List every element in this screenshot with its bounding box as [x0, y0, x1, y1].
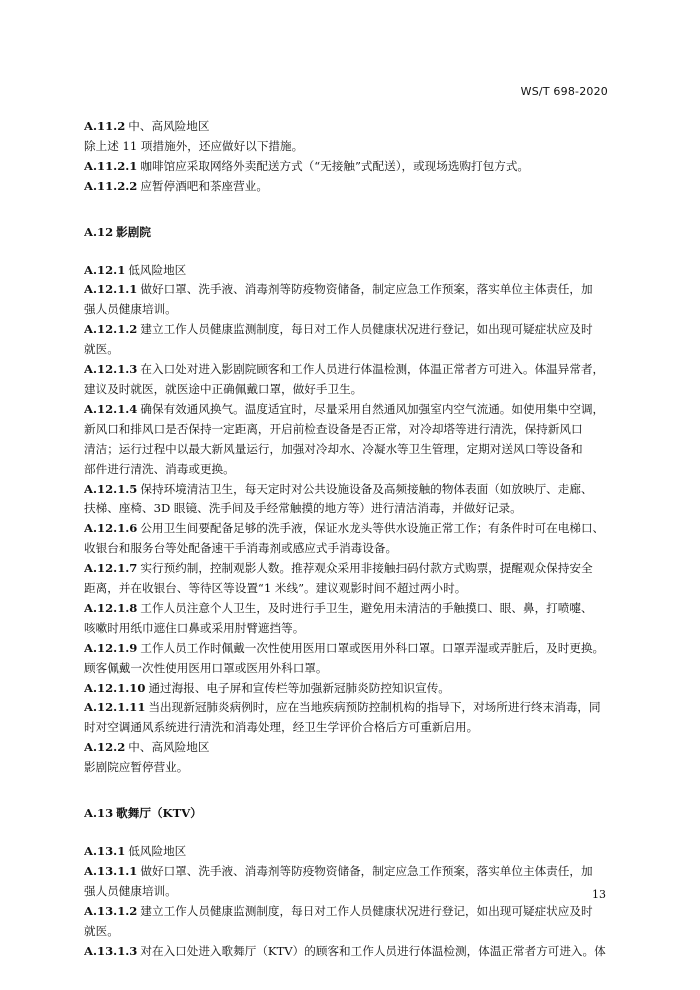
clause-text: 强人员健康培训。	[84, 302, 177, 317]
text-line	[84, 157, 619, 177]
text-line	[84, 738, 619, 758]
text-line	[84, 340, 619, 360]
clause-text: 做好口罩、洗手液、消毒剂等防疫物资储备，制定应急工作预案，落实单位主体责任，加	[140, 863, 593, 878]
text-line	[84, 579, 619, 599]
text-line	[84, 599, 619, 619]
clause-text: 实行预约制，控制观影人数。推荐观众采用非接触扫码付款方式购票，提醒观众保持安全	[140, 561, 593, 576]
clause-text: 建议及时就医，就医途中正确佩戴口罩，做好手卫生。	[84, 381, 363, 396]
text-line	[84, 280, 619, 300]
section-gap	[84, 197, 619, 215]
clause-text: 咖啡馆应采取网络外卖配送方式（“无接触”式配送），或现场选购打包方式。	[140, 158, 530, 173]
clause-number: A.12.1.1	[84, 282, 138, 297]
text-line	[84, 842, 619, 862]
page-number: 13	[592, 888, 606, 901]
clause-text: 中、高风险地区	[128, 119, 210, 133]
clause-number: A.11.2.2	[84, 178, 138, 193]
text-line	[84, 177, 619, 197]
clause-text: 顾客佩戴一次性使用医用口罩或医用外科口罩。	[84, 660, 328, 675]
clause-text: 建立工作人员健康监测制度，每日对工作人员健康状况进行登记，如出现可疑症状应及时	[140, 903, 593, 918]
clause-text: 收银台和服务台等处配备速干手消毒剂或感应式手消毒设备。	[84, 541, 398, 556]
clause-number: A.12.1.8	[84, 600, 138, 615]
clause-text: 保持环境清洁卫生，每天定时对公共设施设备及高频接触的物体表面（如放映厅、走廊、	[140, 481, 593, 496]
text-line	[84, 679, 619, 699]
text-line	[84, 862, 619, 882]
text-line	[84, 380, 619, 400]
clause-number: A.12.1.4	[84, 401, 138, 416]
clause-text: 除上述 11 项措施外，还应做好以下措施。	[84, 138, 304, 153]
clause-text: 影剧院	[116, 224, 151, 239]
clause-text: 当出现新冠肺炎病例时，应在当地疾病预防控制机构的指导下，对场所进行终末消毒，同	[148, 700, 601, 715]
text-line	[84, 137, 619, 157]
clause-number: A.12.1.2	[84, 322, 138, 337]
section-heading	[84, 223, 619, 243]
text-line	[84, 499, 619, 519]
text-line	[84, 480, 619, 500]
text-line	[84, 261, 619, 281]
clause-text: 在入口处对进入影剧院顾客和工作人员进行体温检测，体温正常者方可进入。体温异常者，	[140, 362, 605, 377]
text-line	[84, 519, 619, 539]
clause-number: A.12.1.5	[84, 481, 138, 496]
clause-text: 建立工作人员健康监测制度，每日对工作人员健康状况进行登记，如出现可疑症状应及时	[140, 322, 593, 337]
section-heading	[84, 804, 619, 824]
clause-number: A.12.1	[84, 262, 126, 277]
text-line	[84, 460, 619, 480]
text-line	[84, 559, 619, 579]
clause-text: 确保有效通风换气。温度适宜时，尽量采用自然通风加强室内空气流通。如使用集中空调，	[140, 401, 605, 416]
clause-text: 低风险地区	[128, 262, 187, 277]
text-line	[84, 320, 619, 340]
clause-text: 做好口罩、洗手液、消毒剂等防疫物资储备，制定应急工作预案，落实单位主体责任，加	[140, 282, 593, 297]
clause-number: A.13	[84, 806, 114, 821]
clause-text: 就医。	[84, 342, 119, 357]
document-code: WS/T 698-2020	[520, 85, 608, 98]
clause-text: 对在入口处进入歌舞厅（KTV）的顾客和工作人员进行体温检测，体温正常者方可进入。体	[140, 943, 606, 958]
text-line	[84, 718, 619, 738]
clause-number: A.13.1	[84, 844, 126, 858]
page-content	[84, 117, 619, 961]
clause-text: 通过海报、电子屏和宣传栏等加强新冠肺炎防控知识宣传。	[148, 680, 450, 695]
section-gap	[84, 778, 619, 796]
clause-number: A.12.1.6	[84, 521, 138, 536]
clause-text: 工作人员工作时佩戴一次性使用医用口罩或医用外科口罩。口罩弄湿或弄脏后，及时更换。	[140, 640, 605, 655]
clause-number: A.11.2.1	[84, 158, 138, 173]
text-line	[84, 659, 619, 679]
text-line	[84, 758, 619, 778]
text-line	[84, 882, 619, 902]
clause-number: A.12	[84, 224, 114, 239]
text-line	[84, 420, 619, 440]
clause-text: 中、高风险地区	[128, 740, 210, 755]
text-line	[84, 639, 619, 659]
clause-text: 工作人员注意个人卫生，及时进行手卫生，避免用未清洁的手触摸口、眼、鼻，打喷嚏、	[140, 600, 593, 615]
text-line	[84, 619, 619, 639]
clause-number: A.12.1.7	[84, 561, 138, 576]
clause-text: 影剧院应暂停营业。	[84, 760, 189, 775]
text-line	[84, 300, 619, 320]
clause-text: 部件进行清洗、消毒或更换。	[84, 461, 235, 476]
clause-text: 距离，并在收银台、等待区等设置“1 米线”。建议观影时间不超过两小时。	[84, 581, 467, 596]
clause-text: 应暂停酒吧和茶座营业。	[140, 178, 268, 193]
clause-text: 公用卫生间要配备足够的洗手液，保证水龙头等供水设施正常工作；有条件时可在电梯口、	[140, 521, 605, 536]
clause-number: A.12.1.11	[84, 700, 146, 715]
clause-text: 低风险地区	[128, 844, 187, 858]
text-line	[84, 942, 619, 962]
text-line	[84, 440, 619, 460]
text-line	[84, 922, 619, 942]
clause-number: A.12.1.10	[84, 680, 146, 695]
clause-text: 新风口和排风口是否保持一定距离，开启前检查设备是否正常，对冷却塔等进行清洗，保持新风口	[84, 421, 583, 436]
clause-number: A.12.1.3	[84, 362, 138, 377]
clause-text: 咳嗽时用纸巾遮住口鼻或采用肘臂遮挡等。	[84, 620, 305, 635]
text-line	[84, 117, 619, 137]
text-line	[84, 539, 619, 559]
clause-text: 时对空调通风系统进行清洗和消毒处理，经卫生学评价合格后方可重新启用。	[84, 720, 479, 735]
text-line	[84, 698, 619, 718]
clause-text: 扶梯、座椅、3D 眼镜、洗手间及手经常触摸的地方等）进行清洁消毒，并做好记录。	[84, 501, 522, 516]
clause-number: A.11.2	[84, 119, 126, 133]
text-line	[84, 360, 619, 380]
clause-text: 清洁；运行过程中以最大新风量运行，加强对冷却水、冷凝水等卫生管理，定期对送风口等设备和	[84, 441, 583, 456]
clause-number: A.12.1.9	[84, 640, 138, 655]
clause-text: 就医。	[84, 923, 119, 938]
text-line	[84, 902, 619, 922]
clause-number: A.12.2	[84, 740, 126, 755]
clause-text: 歌舞厅（KTV）	[116, 806, 202, 821]
clause-number: A.13.1.2	[84, 903, 138, 918]
text-line	[84, 400, 619, 420]
clause-number: A.13.1.3	[84, 943, 138, 958]
clause-number: A.13.1.1	[84, 863, 138, 878]
clause-text: 强人员健康培训。	[84, 883, 177, 898]
